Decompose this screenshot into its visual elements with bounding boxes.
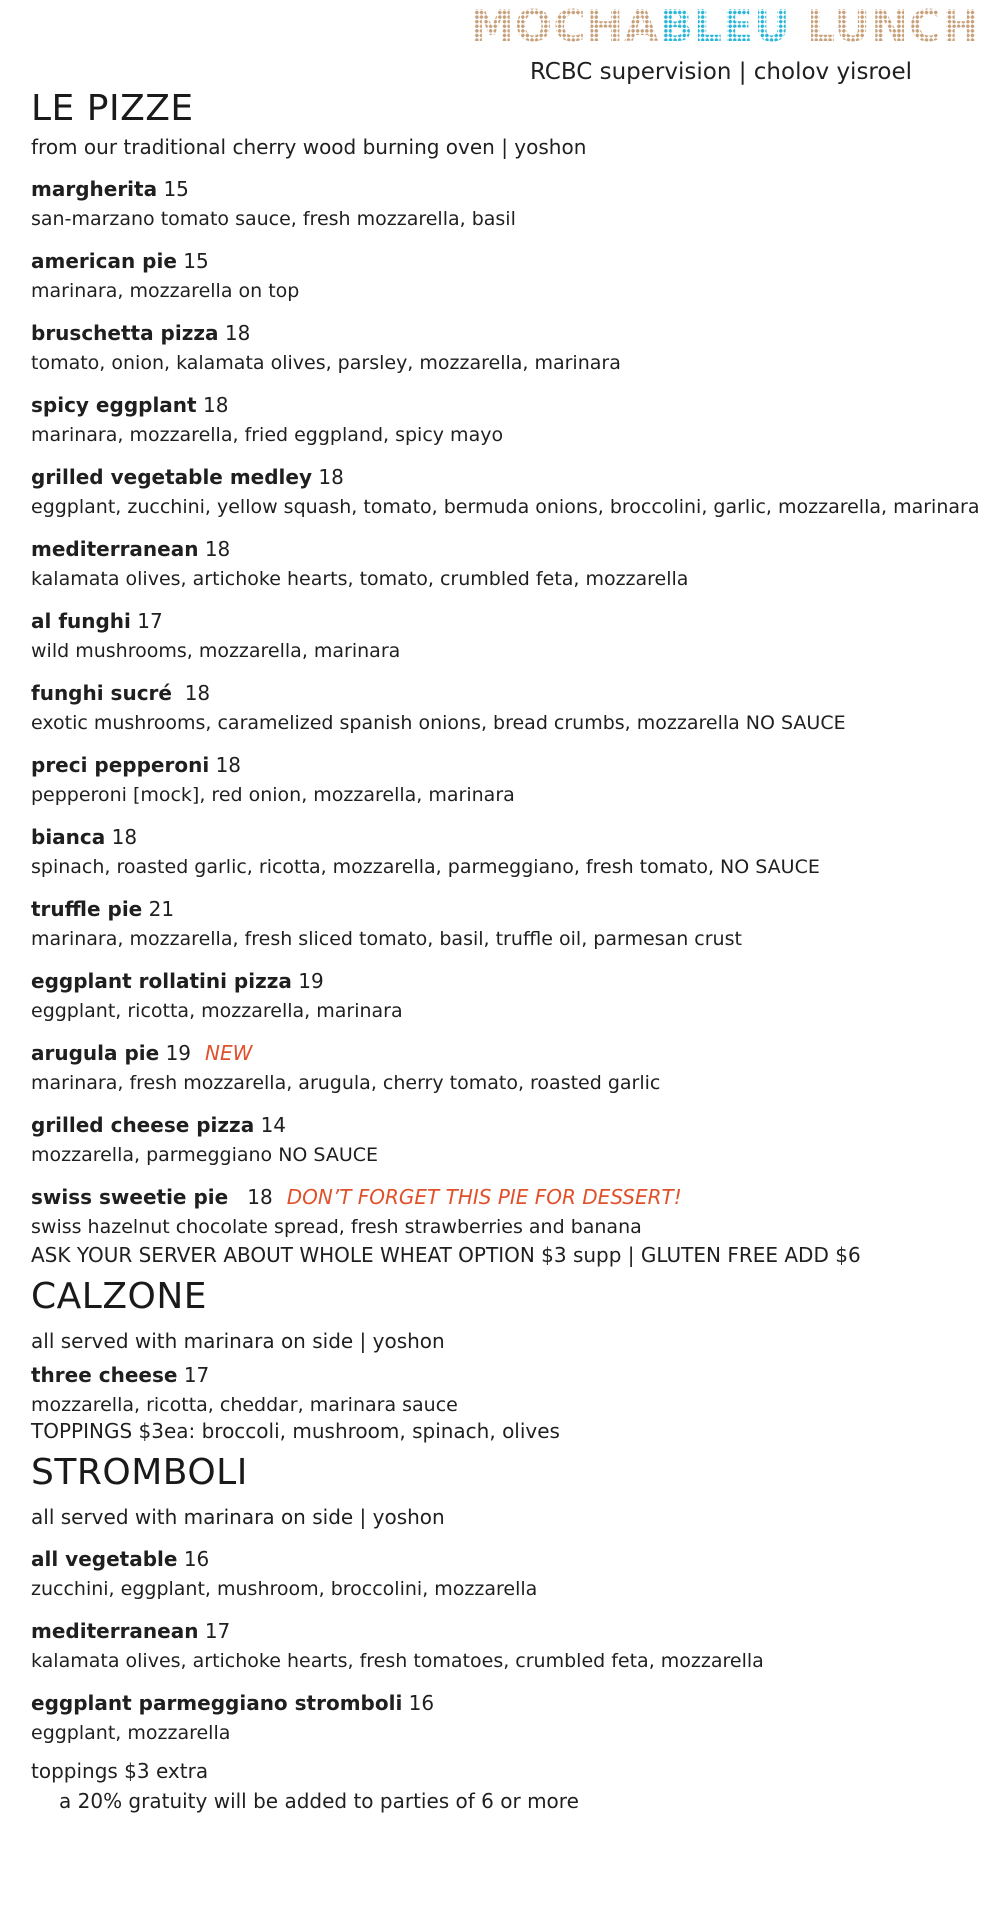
pizze-item-list [31, 176, 981, 1240]
menu-item-price: 17 [137, 609, 163, 633]
menu-item-heading [31, 1112, 981, 1138]
menu-item-price: 19 [298, 969, 324, 993]
calzone-toppings-note: TOPPINGS $3ea: broccoli, mushroom, spinach, olives [31, 1419, 560, 1443]
menu-item-heading [31, 1040, 981, 1066]
menu-content [31, 88, 981, 1814]
brand-logo-mocha: MOCHA [470, 1, 660, 52]
menu-item-heading [31, 752, 981, 778]
menu-item [31, 320, 981, 376]
menu-item-callout: DON’T FORGET THIS PIE FOR DESSERT! [286, 1185, 682, 1209]
menu-item-heading [31, 1690, 981, 1716]
menu-item-heading [31, 1618, 981, 1644]
menu-item-name: grilled cheese pizza [31, 1113, 255, 1137]
menu-item-description: eggplant, zucchini, yellow squash, tomato, bermuda onions, broccolini, garlic, mozzarella, marinara [31, 496, 980, 518]
menu-item-price: 17 [204, 1619, 231, 1643]
menu-item-price: 18 [234, 1185, 273, 1209]
menu-item-description: marinara, mozzarella on top [31, 280, 300, 302]
menu-item-price: 18 [204, 537, 231, 561]
menu-item-description: marinara, fresh mozzarella, arugula, cherry tomato, roasted garlic [31, 1072, 661, 1094]
menu-item-description: eggplant, ricotta, mozzarella, marinara [31, 1000, 403, 1022]
calzone-item-list [31, 1362, 981, 1418]
menu-item-heading [31, 896, 981, 922]
menu-item-description: wild mushrooms, mozzarella, marinara [31, 640, 401, 662]
menu-item-name: eggplant parmeggiano stromboli [31, 1691, 403, 1715]
menu-item-description: pepperoni [mock], red onion, mozzarella, marinara [31, 784, 515, 806]
menu-item-description: san-marzano tomato sauce, fresh mozzarella, basil [31, 208, 516, 230]
menu-item [31, 1112, 981, 1168]
menu-item-description: spinach, roasted garlic, ricotta, mozzarella, parmeggiano, fresh tomato, NO SAUCE [31, 856, 820, 878]
menu-item [31, 1362, 981, 1418]
stromboli-item-list [31, 1546, 981, 1746]
menu-item [31, 248, 981, 304]
menu-item [31, 680, 981, 736]
menu-item-name: preci pepperoni [31, 753, 210, 777]
stromboli-toppings-note: toppings $3 extra [31, 1759, 209, 1783]
menu-item-name: mediterranean [31, 1619, 199, 1643]
menu-item-price: 15 [163, 177, 189, 201]
menu-item-price: 18 [111, 825, 138, 849]
menu-item-heading [31, 248, 981, 274]
brand-logo [470, 2, 980, 52]
menu-item [31, 824, 981, 880]
menu-item-price: 17 [183, 1363, 210, 1387]
menu-item-description: eggplant, mozzarella [31, 1722, 231, 1744]
menu-item-name: mediterranean [31, 537, 199, 561]
menu-item-name: swiss sweetie pie [31, 1185, 229, 1209]
menu-item-heading [31, 1546, 981, 1572]
menu-item [31, 608, 981, 664]
menu-item-callout: NEW [205, 1041, 253, 1065]
menu-item-price: 16 [408, 1691, 435, 1715]
menu-item-name: spicy eggplant [31, 393, 197, 417]
pizze-footer-note: ASK YOUR SERVER ABOUT WHOLE WHEAT OPTION $3 supp | GLUTEN FREE ADD $6 [31, 1243, 861, 1267]
menu-item-price: 18 [318, 465, 344, 489]
section-title-calzone: CALZONE [31, 1276, 207, 1317]
menu-item [31, 176, 981, 232]
menu-item-heading [31, 968, 981, 994]
menu-item-price: 14 [260, 1113, 287, 1137]
menu-item-heading [31, 176, 981, 202]
menu-item-name: margherita [31, 177, 158, 201]
menu-item-price: 21 [148, 897, 175, 921]
menu-item [31, 968, 981, 1024]
menu-item-name: bianca [31, 825, 106, 849]
menu-item-name: truffle pie [31, 897, 143, 921]
menu-item-name: grilled vegetable medley [31, 465, 313, 489]
menu-item-name: arugula pie [31, 1041, 160, 1065]
menu-item-heading [31, 824, 981, 850]
menu-item-description: kalamata olives, artichoke hearts, tomato, crumbled feta, mozzarella [31, 568, 689, 590]
menu-item-description: marinara, mozzarella, fresh sliced tomato, basil, truffle oil, parmesan crust [31, 928, 742, 950]
menu-item-heading [31, 392, 981, 418]
menu-item [31, 1618, 981, 1674]
section-subtitle-pizze: from our traditional cherry wood burning oven | yoshon [31, 135, 587, 159]
menu-item-description: swiss hazelnut chocolate spread, fresh strawberries and banana [31, 1216, 642, 1238]
menu-item-price: 18 [224, 321, 251, 345]
menu-item [31, 1040, 981, 1096]
menu-item-description: exotic mushrooms, caramelized spanish onions, bread crumbs, mozzarella NO SAUCE [31, 712, 846, 734]
brand-logo-lunch: LUNCH [790, 1, 981, 52]
menu-item [31, 1184, 981, 1240]
section-subtitle-stromboli: all served with marinara on side | yoshon [31, 1505, 445, 1529]
menu-item-description: kalamata olives, artichoke hearts, fresh tomatoes, crumbled feta, mozzarella [31, 1650, 764, 1672]
menu-item-price: 16 [183, 1547, 210, 1571]
menu-item-name: bruschetta pizza [31, 321, 219, 345]
supervision-note: RCBC supervision | cholov yisroel [529, 59, 912, 85]
section-title-stromboli: STROMBOLI [31, 1452, 248, 1493]
menu-item [31, 536, 981, 592]
menu-item-name: american pie [31, 249, 177, 273]
gratuity-note: a 20% gratuity will be added to parties of 6 or more [59, 1789, 579, 1813]
menu-item-heading [31, 1184, 981, 1210]
section-subtitle-calzone: all served with marinara on side | yoshon [31, 1329, 445, 1353]
menu-item-price: 15 [183, 249, 209, 273]
menu-item [31, 1690, 981, 1746]
menu-item-name: three cheese [31, 1363, 178, 1387]
menu-item-heading [31, 1362, 981, 1388]
menu-item-price: 18 [178, 681, 211, 705]
menu-item-description: mozzarella, ricotta, cheddar, marinara sauce [31, 1394, 458, 1416]
menu-item [31, 896, 981, 952]
menu-item-name: all vegetable [31, 1547, 178, 1571]
menu-item-price: 18 [215, 753, 242, 777]
menu-item [31, 1546, 981, 1602]
menu-item-heading [31, 608, 981, 634]
menu-item-name: eggplant rollatini pizza [31, 969, 292, 993]
menu-item-heading [31, 320, 981, 346]
menu-item [31, 752, 981, 808]
calzone-section [31, 1276, 981, 1444]
menu-item-heading [31, 536, 981, 562]
menu-item-description: marinara, mozzarella, fried eggpland, spicy mayo [31, 424, 504, 446]
menu-item-description: tomato, onion, kalamata olives, parsley, mozzarella, marinara [31, 352, 621, 374]
menu-item-name: al funghi [31, 609, 131, 633]
menu-item-heading [31, 464, 981, 490]
menu-item-price: 19 [165, 1041, 192, 1065]
stromboli-section [31, 1452, 981, 1814]
section-title-pizze: LE PIZZE [31, 88, 194, 129]
menu-item-name: funghi sucré [31, 681, 172, 705]
brand-logo-bleu: BLEU [659, 1, 791, 52]
menu-item-price: 18 [202, 393, 229, 417]
menu-item-heading [31, 680, 981, 706]
menu-item [31, 464, 981, 520]
pizze-section [31, 88, 981, 1268]
menu-item [31, 392, 981, 448]
menu-item-description: mozzarella, parmeggiano NO SAUCE [31, 1144, 379, 1166]
menu-item-description: zucchini, eggplant, mushroom, broccolini, mozzarella [31, 1578, 538, 1600]
